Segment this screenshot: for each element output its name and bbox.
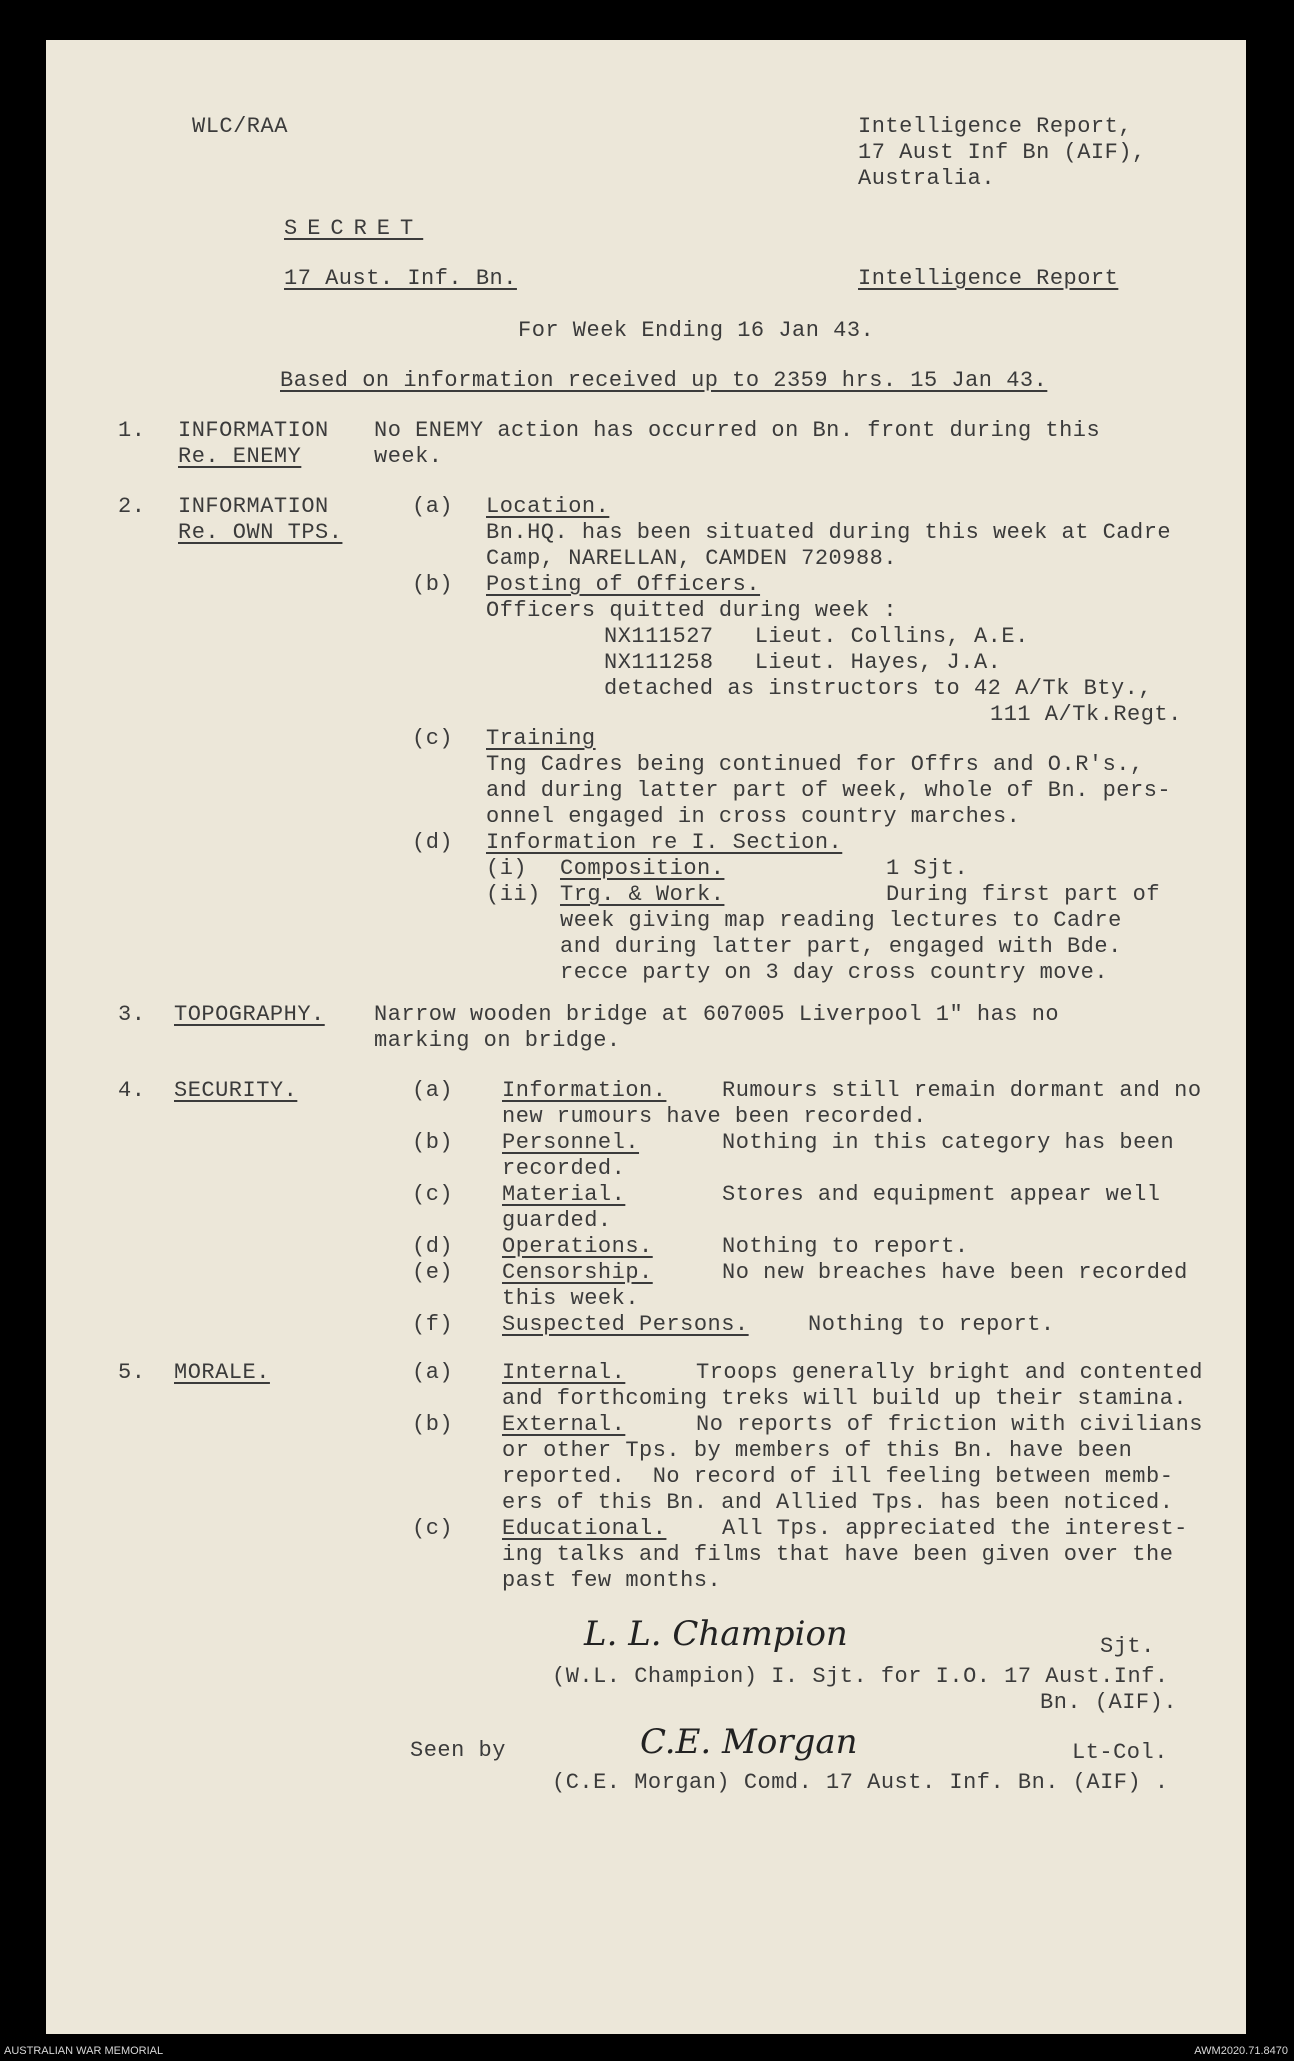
section-5-number: 5. <box>118 1360 146 1385</box>
item-text: ers of this Bn. and Allied Tps. has been noticed. <box>502 1490 1174 1515</box>
subitem-text: During first part of <box>886 882 1161 907</box>
subitem-label: (ii) <box>486 882 541 907</box>
item-label: (f) <box>412 1312 454 1337</box>
item-label: (b) <box>412 1130 454 1155</box>
item-text: Stores and equipment appear well <box>722 1182 1161 1207</box>
item-label: (b) <box>412 1412 454 1437</box>
section-1-subtitle: Re. ENEMY <box>178 444 302 469</box>
item-heading: Information. <box>502 1078 667 1103</box>
morgan-signature: C.E. Morgan <box>640 1722 858 1762</box>
item-label: (e) <box>412 1260 454 1285</box>
item-text: Nothing in this category has been <box>722 1130 1175 1155</box>
subitem-heading: Trg. & Work. <box>560 882 725 907</box>
subitem-text: recce party on 3 day cross country move. <box>560 960 1109 985</box>
item-heading: Suspected Persons. <box>502 1312 749 1337</box>
item-text: and during latter part of week, whole of Bn. pers- <box>486 778 1172 803</box>
rank-sjt: Sjt. <box>1100 1634 1155 1659</box>
subitem-text: week giving map reading lectures to Cadre <box>560 908 1122 933</box>
item-label: (c) <box>412 1516 454 1541</box>
subitem-heading: Composition. <box>560 856 725 881</box>
item-text: ing talks and films that have been given over the <box>502 1542 1174 1567</box>
section-4-title: SECURITY. <box>174 1078 298 1103</box>
item-heading: Posting of Officers. <box>486 572 761 597</box>
item-text: recorded. <box>502 1156 626 1181</box>
subitem-text: and during latter part, engaged with Bde. <box>560 934 1122 959</box>
item-label: (b) <box>412 572 454 597</box>
item-text: onnel engaged in cross country marches. <box>486 804 1021 829</box>
item-text: Officers quitted during week : <box>486 598 898 623</box>
item-text: Camp, NARELLAN, CAMDEN 720988. <box>486 546 898 571</box>
section-3-title: TOPOGRAPHY. <box>174 1002 325 1027</box>
section-1-text: week. <box>374 444 443 469</box>
item-text: guarded. <box>502 1208 612 1233</box>
section-1-number: 1. <box>118 418 146 443</box>
item-text: Tng Cadres being continued for Offrs and O.R's., <box>486 752 1144 777</box>
archive-credit: AUSTRALIAN WAR MEMORIAL <box>4 2045 164 2057</box>
item-text: NX111527 Lieut. Collins, A.E. <box>604 624 1029 649</box>
rank-lt-col: Lt-Col. <box>1072 1740 1168 1765</box>
subitem-text: 1 Sjt. <box>886 856 969 881</box>
item-heading: Operations. <box>502 1234 653 1259</box>
signatory-line: Bn. (AIF). <box>1040 1690 1178 1715</box>
section-3-text: marking on bridge. <box>374 1028 621 1053</box>
item-text: 111 A/Tk.Regt. <box>990 702 1182 727</box>
seen-by-label: Seen by <box>410 1738 506 1763</box>
section-3-text: Narrow wooden bridge at 607005 Liverpool 1" has no <box>374 1002 1060 1027</box>
section-4-number: 4. <box>118 1078 146 1103</box>
champion-signature: L. L. Champion <box>584 1614 848 1654</box>
item-text: this week. <box>502 1286 640 1311</box>
item-heading: External. <box>502 1412 626 1437</box>
item-text: Troops generally bright and contented <box>696 1360 1203 1385</box>
item-heading: Information re I. Section. <box>486 830 843 855</box>
item-text: and forthcoming treks will build up their stamina. <box>502 1386 1188 1411</box>
item-text: reported. No record of ill feeling between memb- <box>502 1464 1174 1489</box>
item-label: (d) <box>412 830 454 855</box>
item-text: All Tps. appreciated the interest- <box>722 1516 1188 1541</box>
item-heading: Internal. <box>502 1360 626 1385</box>
item-text: Rumours still remain dormant and no <box>722 1078 1202 1103</box>
item-heading: Location. <box>486 494 610 519</box>
secret-stamp: SECRET <box>284 216 424 241</box>
item-text: NX111258 Lieut. Hayes, J.A. <box>604 650 1002 675</box>
commander-line: (C.E. Morgan) Comd. 17 Aust. Inf. Bn. (AIF) . <box>552 1770 1169 1795</box>
item-heading: Personnel. <box>502 1130 640 1155</box>
item-text: No new breaches have been recorded <box>722 1260 1188 1285</box>
item-label: (d) <box>412 1234 454 1259</box>
item-text: Bn.HQ. has been situated during this week at Cadre <box>486 520 1172 545</box>
item-text: new rumours have been recorded. <box>502 1104 927 1129</box>
subitem-label: (i) <box>486 856 528 881</box>
section-5-title: MORALE. <box>174 1360 270 1385</box>
item-text: Nothing to report. <box>722 1234 969 1259</box>
reference-code: WLC/RAA <box>192 114 288 139</box>
section-2-subtitle: Re. OWN TPS. <box>178 520 343 545</box>
item-heading: Material. <box>502 1182 626 1207</box>
item-label: (a) <box>412 1360 454 1385</box>
item-text: detached as instructors to 42 A/Tk Bty., <box>604 676 1153 701</box>
item-text: past few months. <box>502 1568 722 1593</box>
section-3-number: 3. <box>118 1002 146 1027</box>
item-text: or other Tps. by members of this Bn. have been <box>502 1438 1133 1463</box>
address-line-2: 17 Aust Inf Bn (AIF), <box>858 140 1146 165</box>
week-ending: For Week Ending 16 Jan 43. <box>518 318 875 343</box>
address-line-1: Intelligence Report, <box>858 114 1133 139</box>
based-on-line: Based on information received up to 2359 hrs. 15 Jan 43. <box>280 368 1048 393</box>
item-label: (a) <box>412 1078 454 1103</box>
item-label: (c) <box>412 1182 454 1207</box>
item-heading: Training <box>486 726 596 751</box>
item-heading: Educational. <box>502 1516 667 1541</box>
section-1-title: INFORMATION <box>178 418 329 443</box>
section-2-title: INFORMATION <box>178 494 329 519</box>
section-1-text: No ENEMY action has occurred on Bn. front during this <box>374 418 1101 443</box>
report-title: Intelligence Report <box>858 266 1119 291</box>
unit-name: 17 Aust. Inf. Bn. <box>284 266 517 291</box>
signatory-line: (W.L. Champion) I. Sjt. for I.O. 17 Aust.Inf. <box>552 1664 1169 1689</box>
address-line-3: Australia. <box>858 166 996 191</box>
item-label: (a) <box>412 494 454 519</box>
item-text: No reports of friction with civilians <box>696 1412 1203 1437</box>
item-text: Nothing to report. <box>808 1312 1055 1337</box>
item-label: (c) <box>412 726 454 751</box>
section-2-number: 2. <box>118 494 146 519</box>
archive-reference: AWM2020.71.8470 <box>1194 2045 1288 2057</box>
item-heading: Censorship. <box>502 1260 653 1285</box>
